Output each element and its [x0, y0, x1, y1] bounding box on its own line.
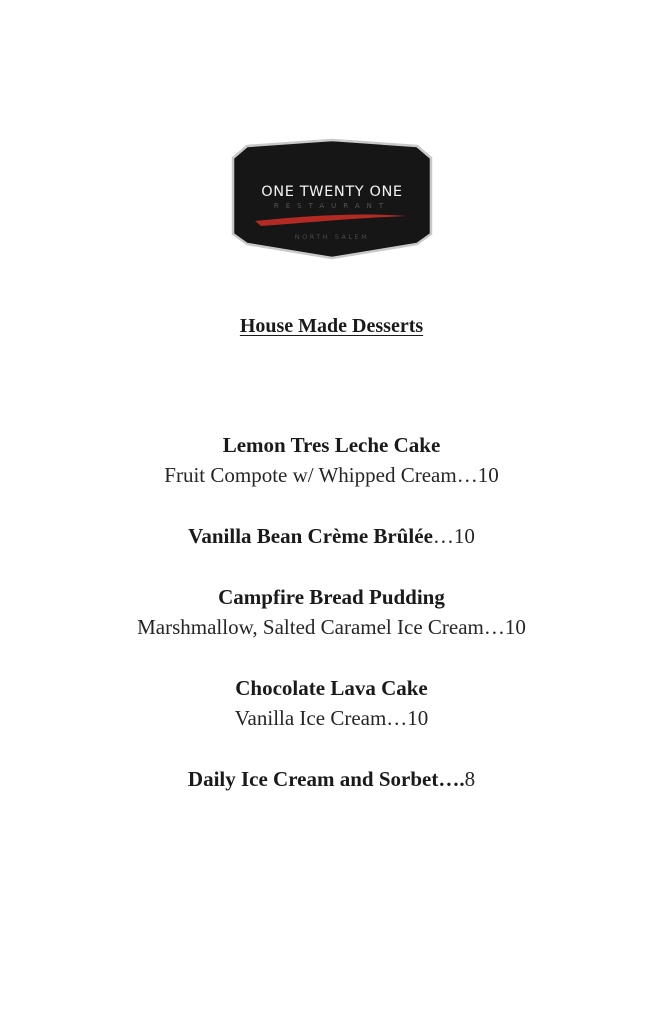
item-name: Vanilla Bean Crème Brûlée [188, 524, 433, 548]
menu-item [0, 764, 663, 794]
item-price: 8 [464, 767, 476, 791]
page-title: House Made Desserts [239, 315, 424, 337]
restaurant-logo [225, 138, 439, 260]
menu-item [0, 582, 663, 642]
logo-location: NORTH SALEM [294, 233, 370, 241]
menu-item [0, 521, 663, 551]
item-name: Chocolate Lava Cake [235, 676, 428, 700]
logo-subtitle: RESTAURANT [273, 202, 391, 210]
item-description: Vanilla Ice Cream…10 [234, 706, 429, 730]
logo-badge [225, 138, 439, 260]
item-price: …10 [432, 524, 475, 548]
item-name: Campfire Bread Pudding [218, 585, 445, 609]
menu-item [0, 430, 663, 490]
item-description: Marshmallow, Salted Caramel Ice Cream…10 [137, 615, 526, 639]
item-description: Fruit Compote w/ Whipped Cream…10 [164, 463, 499, 487]
item-name: Daily Ice Cream and Sorbet…. [187, 767, 465, 791]
logo-name: ONE TWENTY ONE [261, 184, 403, 200]
dessert-menu [0, 430, 663, 794]
menu-item [0, 673, 663, 733]
item-name: Lemon Tres Leche Cake [222, 433, 441, 457]
